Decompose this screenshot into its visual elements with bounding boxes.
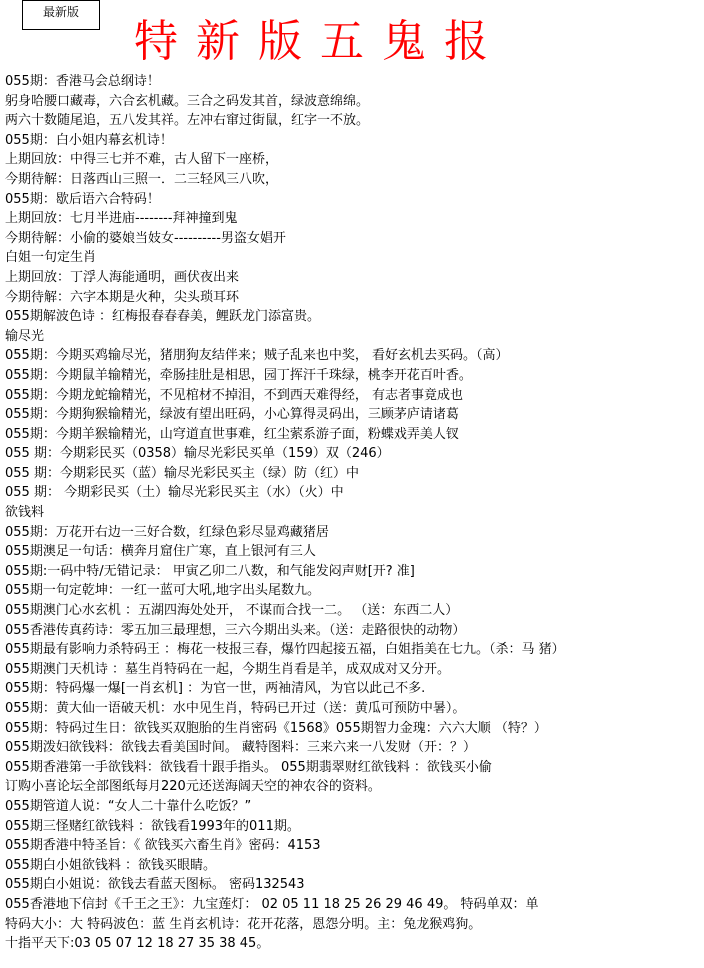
text-line: 上期回放：中得三七并不难，古人留下一座桥， xyxy=(5,152,279,168)
content-body xyxy=(5,72,701,954)
text-line: 055期：香港马会总纲诗！ xyxy=(5,74,160,89)
page-title: 特新版五鬼报 xyxy=(134,16,506,67)
text-line: 特码大小：大 特码波色：蓝 生肖玄机诗：花开花落，恩怨分明。主：兔龙猴鸡狗。 xyxy=(5,916,482,932)
text-line: 055香港地下信封《千王之王》：九宝莲灯： 02 05 11 18 25 26 29 46 49。 特码单双：单 xyxy=(5,896,539,912)
text-line: 055期最有影响力杀特码王 ：梅花一枝报三春，爆竹四起接五福，白姐指美在七九。（杀：马 猪） xyxy=(5,642,565,658)
text-line: 055 期：今期彩民买（蓝）输尽光彩民买主（绿）防（红）中 xyxy=(5,465,359,481)
text-line: 055期澳足一句话：横奔月窟住广寒，直上银河有三人 xyxy=(5,544,316,560)
text-line: 055期：今期羊猴输精光，山穹道直世事难，红尘萦系游子面，粉蝶戏弄美人钗 xyxy=(5,426,459,442)
text-line: 055期白小姐欲钱料 ：欲钱买眼睛。 xyxy=(5,857,216,873)
text-line: 055期香港第一手欲钱料：欲钱看十跟手指头。 055期翡翠财红欲钱料 ：欲钱买小偷 xyxy=(5,759,492,775)
text-line: 上期回放：七月半进庙--------拜神撞到鬼 xyxy=(5,211,238,227)
text-line: 055期：黄大仙一语破天机：水中见生肖，特码已开过（送：黄瓜可预防中暑）。 xyxy=(5,701,466,716)
text-line: 上期回放：丁浮人海能通明，画伏夜出来 xyxy=(5,269,240,285)
text-line: 055期：特码爆一爆[一肖玄机] ：为官一世，两袖清风，为官以此己不多. xyxy=(5,681,426,697)
text-line: 055期三怪赌红欲钱料 ：欲钱看1993年的011期。 xyxy=(5,818,300,834)
text-line: 今期待解：小偷的婆娘当妓女----------男盗女娼开 xyxy=(5,230,286,246)
text-line: 055期:一码中特/无错记录： 甲寅乙卯二八数，和气能发闷声财[开? 准] xyxy=(5,563,415,579)
text-line: 055期澳门心水玄机 ：五湖四海处处开， 不谋而合找一二。 （送：东西二人） xyxy=(5,603,459,619)
text-line: 055期：歇后语六合特码！ xyxy=(5,191,160,207)
text-line: 两六十数随尾追，五八发其祥。左冲右窜过街鼠，红字一不放。 xyxy=(5,113,370,129)
latest-version-badge: 最新版 xyxy=(22,0,100,30)
text-line: 订购小喜论坛全部图纸每月220元还送海阔天空的神农谷的资料。 xyxy=(5,779,381,795)
text-line: 055期一句定乾坤：一红一蓝可大吼,地字出头尾数九。 xyxy=(5,583,320,599)
text-line: 055香港传真药诗：零五加三最理想，三六今期出头来。（送：走路很快的动物） xyxy=(5,622,466,638)
text-line: 055期泼妇欲钱料：欲钱去看美国时间。 藏特图料：三来六来一八发财（开：？） xyxy=(5,740,476,756)
text-line: 今期待解：日落西山三照一．二三轻风三八吹， xyxy=(5,171,279,187)
text-line: 输尽光 xyxy=(5,328,45,344)
text-line: 今期待解：六字本期是火种，尖头琐耳环 xyxy=(5,289,240,305)
text-line: 055期：今期鼠羊输精光，牵肠挂肚是相思，园丁挥汗千珠绿，桃李开花百叶香。 xyxy=(5,367,472,383)
text-line: 055期管道人说：“女人二十靠什么吃饭？” xyxy=(5,798,252,814)
text-line: 055期解波色诗 ：红梅报春春春美，鲤跃龙门添富贵。 xyxy=(5,309,320,325)
text-line: 055期：特码过生日：欲钱买双胞胎的生肖密码《1568》055期智力金瑰：六六大顺 （特？） xyxy=(5,720,547,736)
text-line: 055期澳门天机诗 ：墓生肖特码在一起，今期生肖看是羊，成双成对又分开。 xyxy=(5,661,450,677)
text-line: 055 期：今期彩民买（0358）输尽光彩民买单（159）双（246） xyxy=(5,446,390,462)
text-line: 055期：白小姐内幕玄机诗！ xyxy=(5,132,173,148)
text-line: 055期：今期买鸡输尽光，猪朋狗友结伴来；贼子乱来也中奖， 看好玄机去买码。（高） xyxy=(5,348,509,364)
text-line: 055 期： 今期彩民买（土）输尽光彩民买主（水）（火）中 xyxy=(5,485,344,501)
text-line: 欲钱料 xyxy=(5,505,45,521)
text-line: 055期：今期龙蛇输精光，不见棺材不掉泪，不到西天难得经， 有志者事竟成也 xyxy=(5,387,463,403)
text-line: 055期：今期狗猴输精光，绿波有望出旺码，小心算得灵码出，三顾茅庐请诸葛 xyxy=(5,407,459,423)
text-line: 055期：万花开右边一三好合数，红绿色彩尽显鸡藏猪居 xyxy=(5,524,329,540)
text-line: 055期白小姐说：欲钱去看蓝天图标。 密码132543 xyxy=(5,877,305,893)
text-line: 055期香港中特圣旨：《 欲钱买六畜生肖》密码：4153 xyxy=(5,838,321,854)
text-line: 白姐一句定生肖 xyxy=(5,250,97,266)
text-line: 躬身哈腰口藏毒，六合玄机藏。三合之码发其首，绿波意绵绵。 xyxy=(5,93,370,109)
text-line: 十指平天下:03 05 07 12 18 27 35 38 45。 xyxy=(5,936,270,952)
